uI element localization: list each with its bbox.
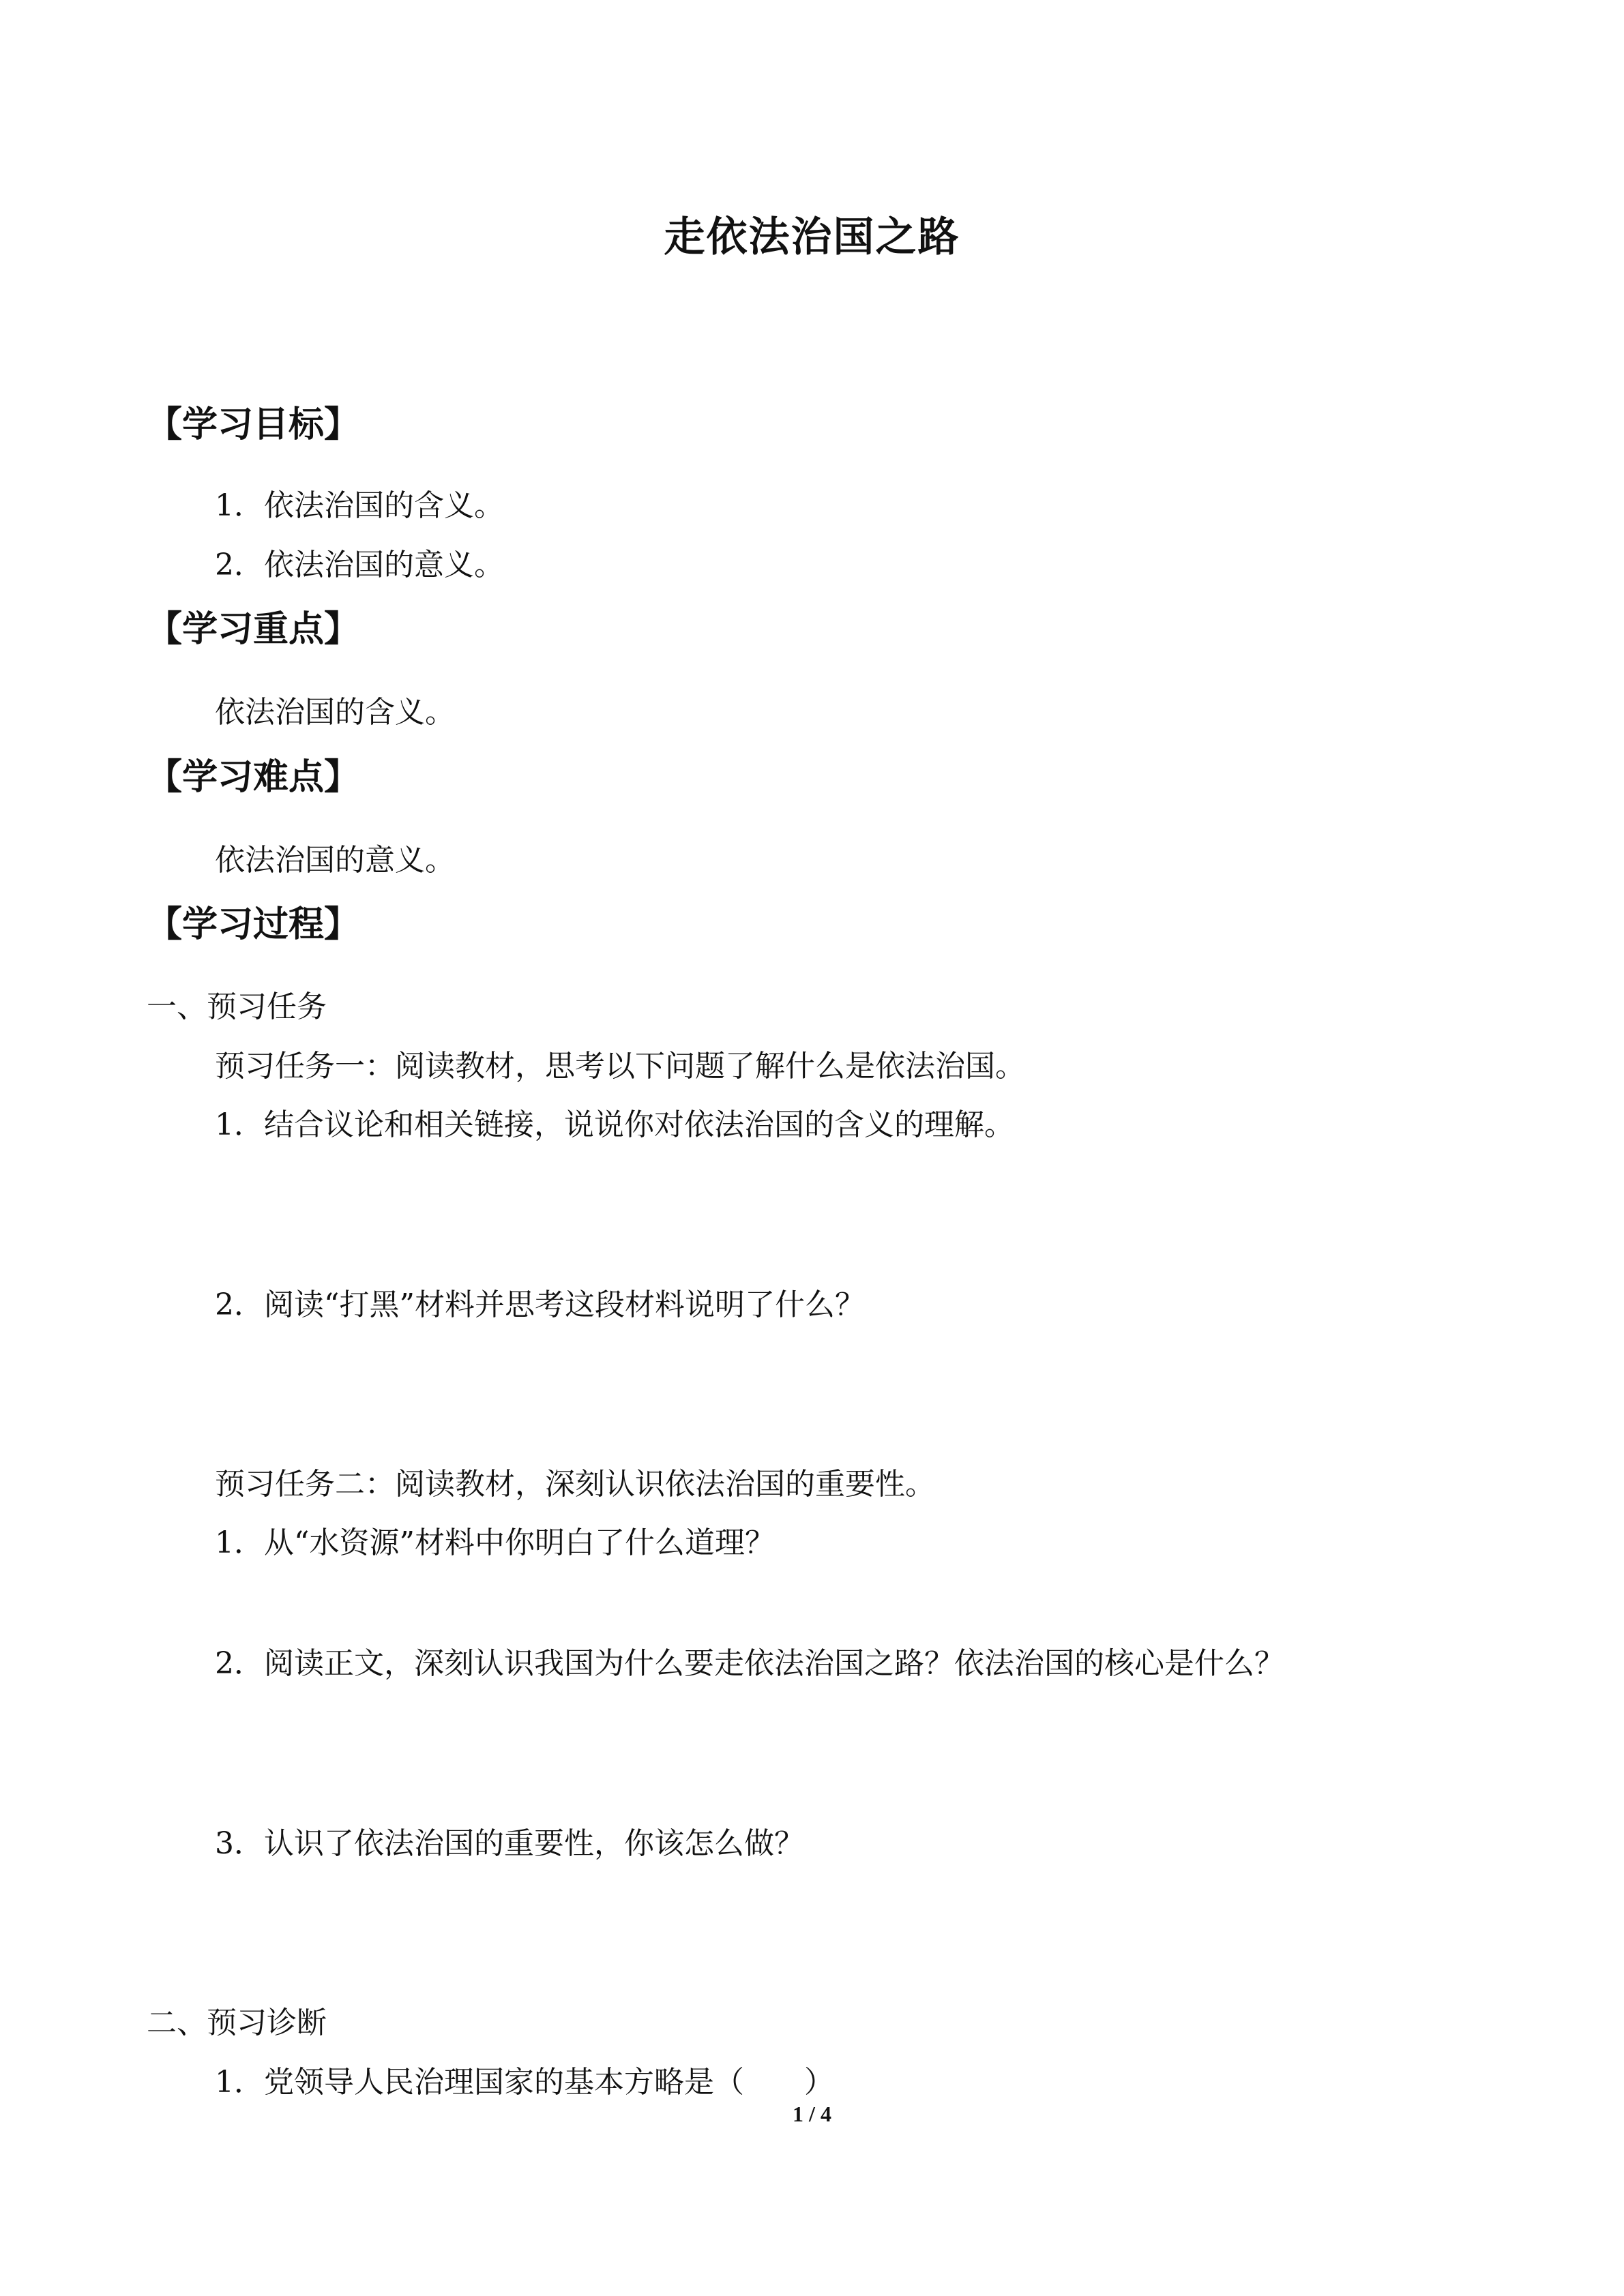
objective-item-1: 1．依法治国的含义。 xyxy=(215,488,504,523)
task2-question-1: 1．从“水资源”材料中你明白了什么道理？ xyxy=(215,1525,775,1560)
heading-key-points: 【学习重点】 xyxy=(147,608,360,650)
diagnosis-question-1: 1．党领导人民治理国家的基本方略是（ ） xyxy=(215,2065,834,2100)
task2-question-3: 3．认识了依法治国的重要性，你该怎么做？ xyxy=(215,1826,804,1861)
heading-objectives: 【学习目标】 xyxy=(147,404,360,445)
heading-process: 【学习过程】 xyxy=(147,904,360,945)
page-number: 1 / 4 xyxy=(793,2102,831,2126)
document-title: 走依法治国之路 xyxy=(664,213,960,261)
task1-question-2: 2．阅读“打黑”材料并思考这段材料说明了什么？ xyxy=(215,1287,865,1322)
objective-item-2: 2．依法治国的意义。 xyxy=(215,548,504,582)
task2-intro: 预习任务二：阅读教材，深刻认识依法治国的重要性。 xyxy=(215,1467,935,1502)
task2-question-2: 2．阅读正文，深刻认识我国为什么要走依法治国之路？依法治国的核心是什么？ xyxy=(215,1646,1284,1681)
heading-difficulties: 【学习难点】 xyxy=(147,756,360,798)
task1-intro: 预习任务一：阅读教材，思考以下问题了解什么是依法治国。 xyxy=(215,1049,1025,1084)
difficulties-text: 依法治国的意义。 xyxy=(215,843,455,878)
key-points-text: 依法治国的含义。 xyxy=(215,695,455,730)
part1-label: 一、预习任务 xyxy=(147,989,327,1024)
task1-question-1: 1．结合议论和相关链接，说说你对依法治国的含义的理解。 xyxy=(215,1107,1014,1142)
part2-label: 二、预习诊断 xyxy=(147,2006,327,2040)
